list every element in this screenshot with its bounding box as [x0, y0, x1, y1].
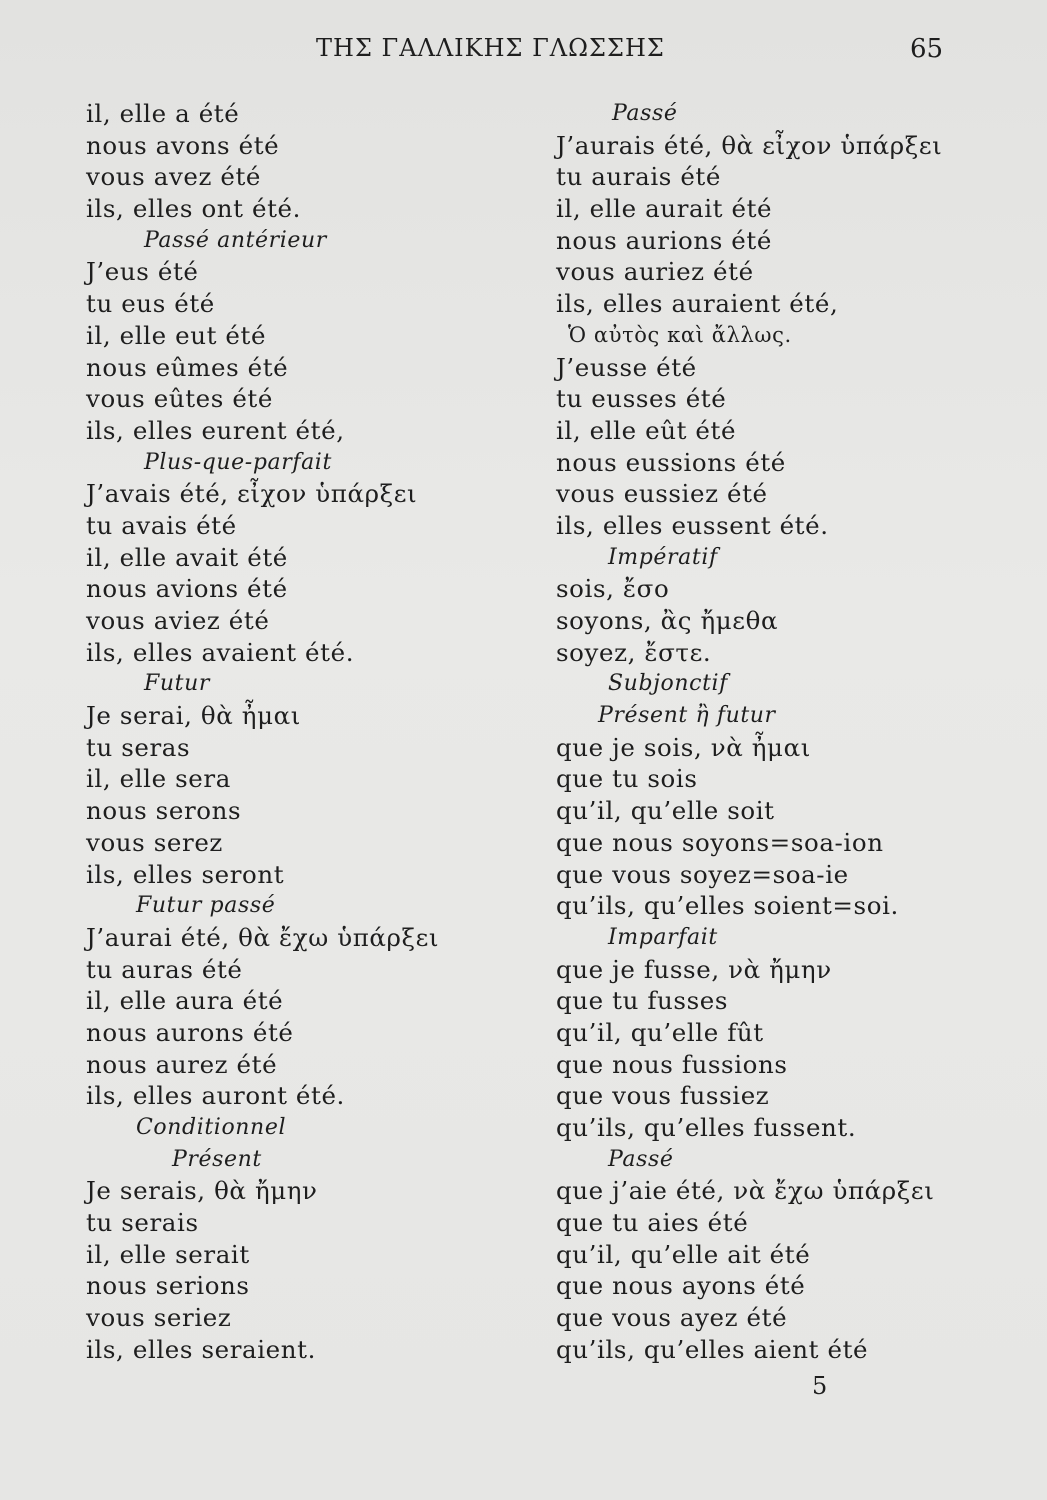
section-heading: Futur passé — [136, 893, 276, 919]
text-line: ils, elles auront été. — [86, 1081, 345, 1111]
text-line: J’aurai été, θὰ ἔχω ὑπάρξει — [86, 922, 440, 952]
section-heading: Présent — [172, 1146, 262, 1172]
text-line: J’avais été, εἶχον ὑπάρξει — [86, 479, 418, 509]
text-line: il, elle avait été — [86, 542, 288, 572]
text-line: nous avons été — [86, 130, 280, 160]
text-line: J’eus été — [86, 257, 199, 287]
text-line: qu’ils, qu’elles soient=soi. — [556, 891, 899, 921]
text-line: Je serais, θὰ ἤμην — [86, 1176, 318, 1206]
text-line: nous aurons été — [86, 1017, 294, 1047]
text-line: nous serons — [86, 796, 242, 826]
text-line: que tu fusses — [556, 986, 729, 1016]
section-heading: Passé antérieur — [144, 227, 327, 253]
text-line: tu aurais été — [556, 162, 721, 192]
text-line: J’aurais été, θὰ εἶχον ὑπάρξει — [556, 130, 943, 160]
section-heading: Subjonctif — [608, 671, 728, 697]
page-header — [0, 30, 1047, 70]
text-line: qu’il, qu’elle soit — [556, 796, 775, 826]
text-line: que tu sois — [556, 764, 698, 794]
section-heading: Conditionnel — [136, 1115, 287, 1140]
text-line: J’eusse été — [556, 352, 697, 382]
text-line: que je sois, νὰ ἦμαι — [556, 732, 811, 762]
section-heading: Passé — [608, 1146, 674, 1172]
text-line: que je fusse, νὰ ἤμην — [556, 954, 832, 984]
text-line: il, elle a été — [86, 99, 240, 128]
text-line: tu eusses été — [556, 384, 727, 414]
text-line: tu eus été — [86, 289, 215, 319]
text-line: tu serais — [86, 1208, 199, 1238]
text-line: qu’il, qu’elle fût — [556, 1017, 764, 1047]
text-line: ils, elles auraient été, — [556, 289, 839, 319]
text-line: tu auras été — [86, 954, 243, 984]
page-number: 65 — [910, 34, 944, 64]
text-line: nous serions — [86, 1271, 250, 1301]
text-line: qu’ils, qu’elles fussent. — [556, 1113, 857, 1142]
text-line: ils, elles avaient été. — [86, 637, 355, 667]
text-line: qu’il, qu’elle ait été — [556, 1239, 811, 1269]
text-line: que j’aie été, νὰ ἔχω ὑπάρξει — [556, 1176, 935, 1206]
text-line: vous auriez été — [556, 257, 754, 287]
section-heading: Passé — [612, 101, 678, 126]
text-line: vous aviez été — [86, 606, 270, 635]
text-line: nous aurez été — [86, 1049, 278, 1079]
text-line: vous seriez — [86, 1303, 232, 1333]
section-heading: Futur — [144, 671, 210, 697]
text-line: il, elle serait — [86, 1239, 250, 1269]
text-line: ils, elles seraient. — [86, 1334, 316, 1364]
signature-mark: 5 — [812, 1372, 828, 1400]
text-line: il, elle sera — [86, 764, 231, 794]
text-line: vous eussiez été — [556, 479, 768, 509]
text-line: Je serai, θὰ ἦμαι — [86, 701, 301, 731]
text-line: tu avais été — [86, 510, 237, 540]
text-line: Ὁ αὐτὸς καὶ ἄλλως. — [568, 322, 792, 347]
text-line: que vous soyez=soa-ie — [556, 859, 849, 889]
text-line: nous eussions été — [556, 447, 786, 477]
left-column — [86, 98, 516, 1366]
text-line: vous eûtes été — [86, 384, 273, 414]
section-heading: Plus-que-parfait — [144, 449, 332, 475]
text-line: sois, ἔσο — [556, 574, 670, 604]
text-line: vous serez — [86, 827, 223, 857]
text-line: il, elle eût été — [556, 415, 737, 445]
section-heading: Impératif — [608, 544, 718, 570]
text-line: que tu aies été — [556, 1208, 749, 1238]
text-line: que nous fussions — [556, 1049, 788, 1079]
text-line: qu’ils, qu’elles aient été — [556, 1334, 869, 1364]
text-line: que vous ayez été — [556, 1303, 788, 1333]
text-line: il, elle aura été — [86, 986, 284, 1016]
text-line: nous aurions été — [556, 225, 772, 255]
text-line: il, elle aurait été — [556, 194, 773, 224]
text-line: que vous fussiez — [556, 1081, 770, 1111]
right-column — [556, 98, 996, 1366]
text-line: nous avions été — [86, 574, 288, 604]
text-line: il, elle eut été — [86, 320, 267, 350]
text-line: nous eûmes été — [86, 352, 289, 382]
running-title: ΤΗΣ ΓΑΛΛΙΚΗΣ ΓΛΩΣΣΗΣ — [316, 34, 665, 62]
text-line: ils, elles eussent été. — [556, 510, 829, 540]
text-line: ils, elles eurent été, — [86, 415, 345, 445]
text-line: ils, elles ont été. — [86, 194, 302, 224]
text-line: soyez, ἔστε. — [556, 637, 712, 667]
text-line: que nous ayons été — [556, 1271, 806, 1301]
text-line: tu seras — [86, 732, 191, 762]
section-heading: Présent ἢ futur — [598, 703, 776, 729]
text-line: soyons, ἂς ἤμεθα — [556, 606, 779, 635]
section-heading: Imparfait — [608, 924, 718, 950]
text-line: que nous soyons=soa-ion — [556, 827, 884, 857]
text-line: ils, elles seront — [86, 859, 285, 889]
text-line: vous avez été — [86, 162, 262, 192]
